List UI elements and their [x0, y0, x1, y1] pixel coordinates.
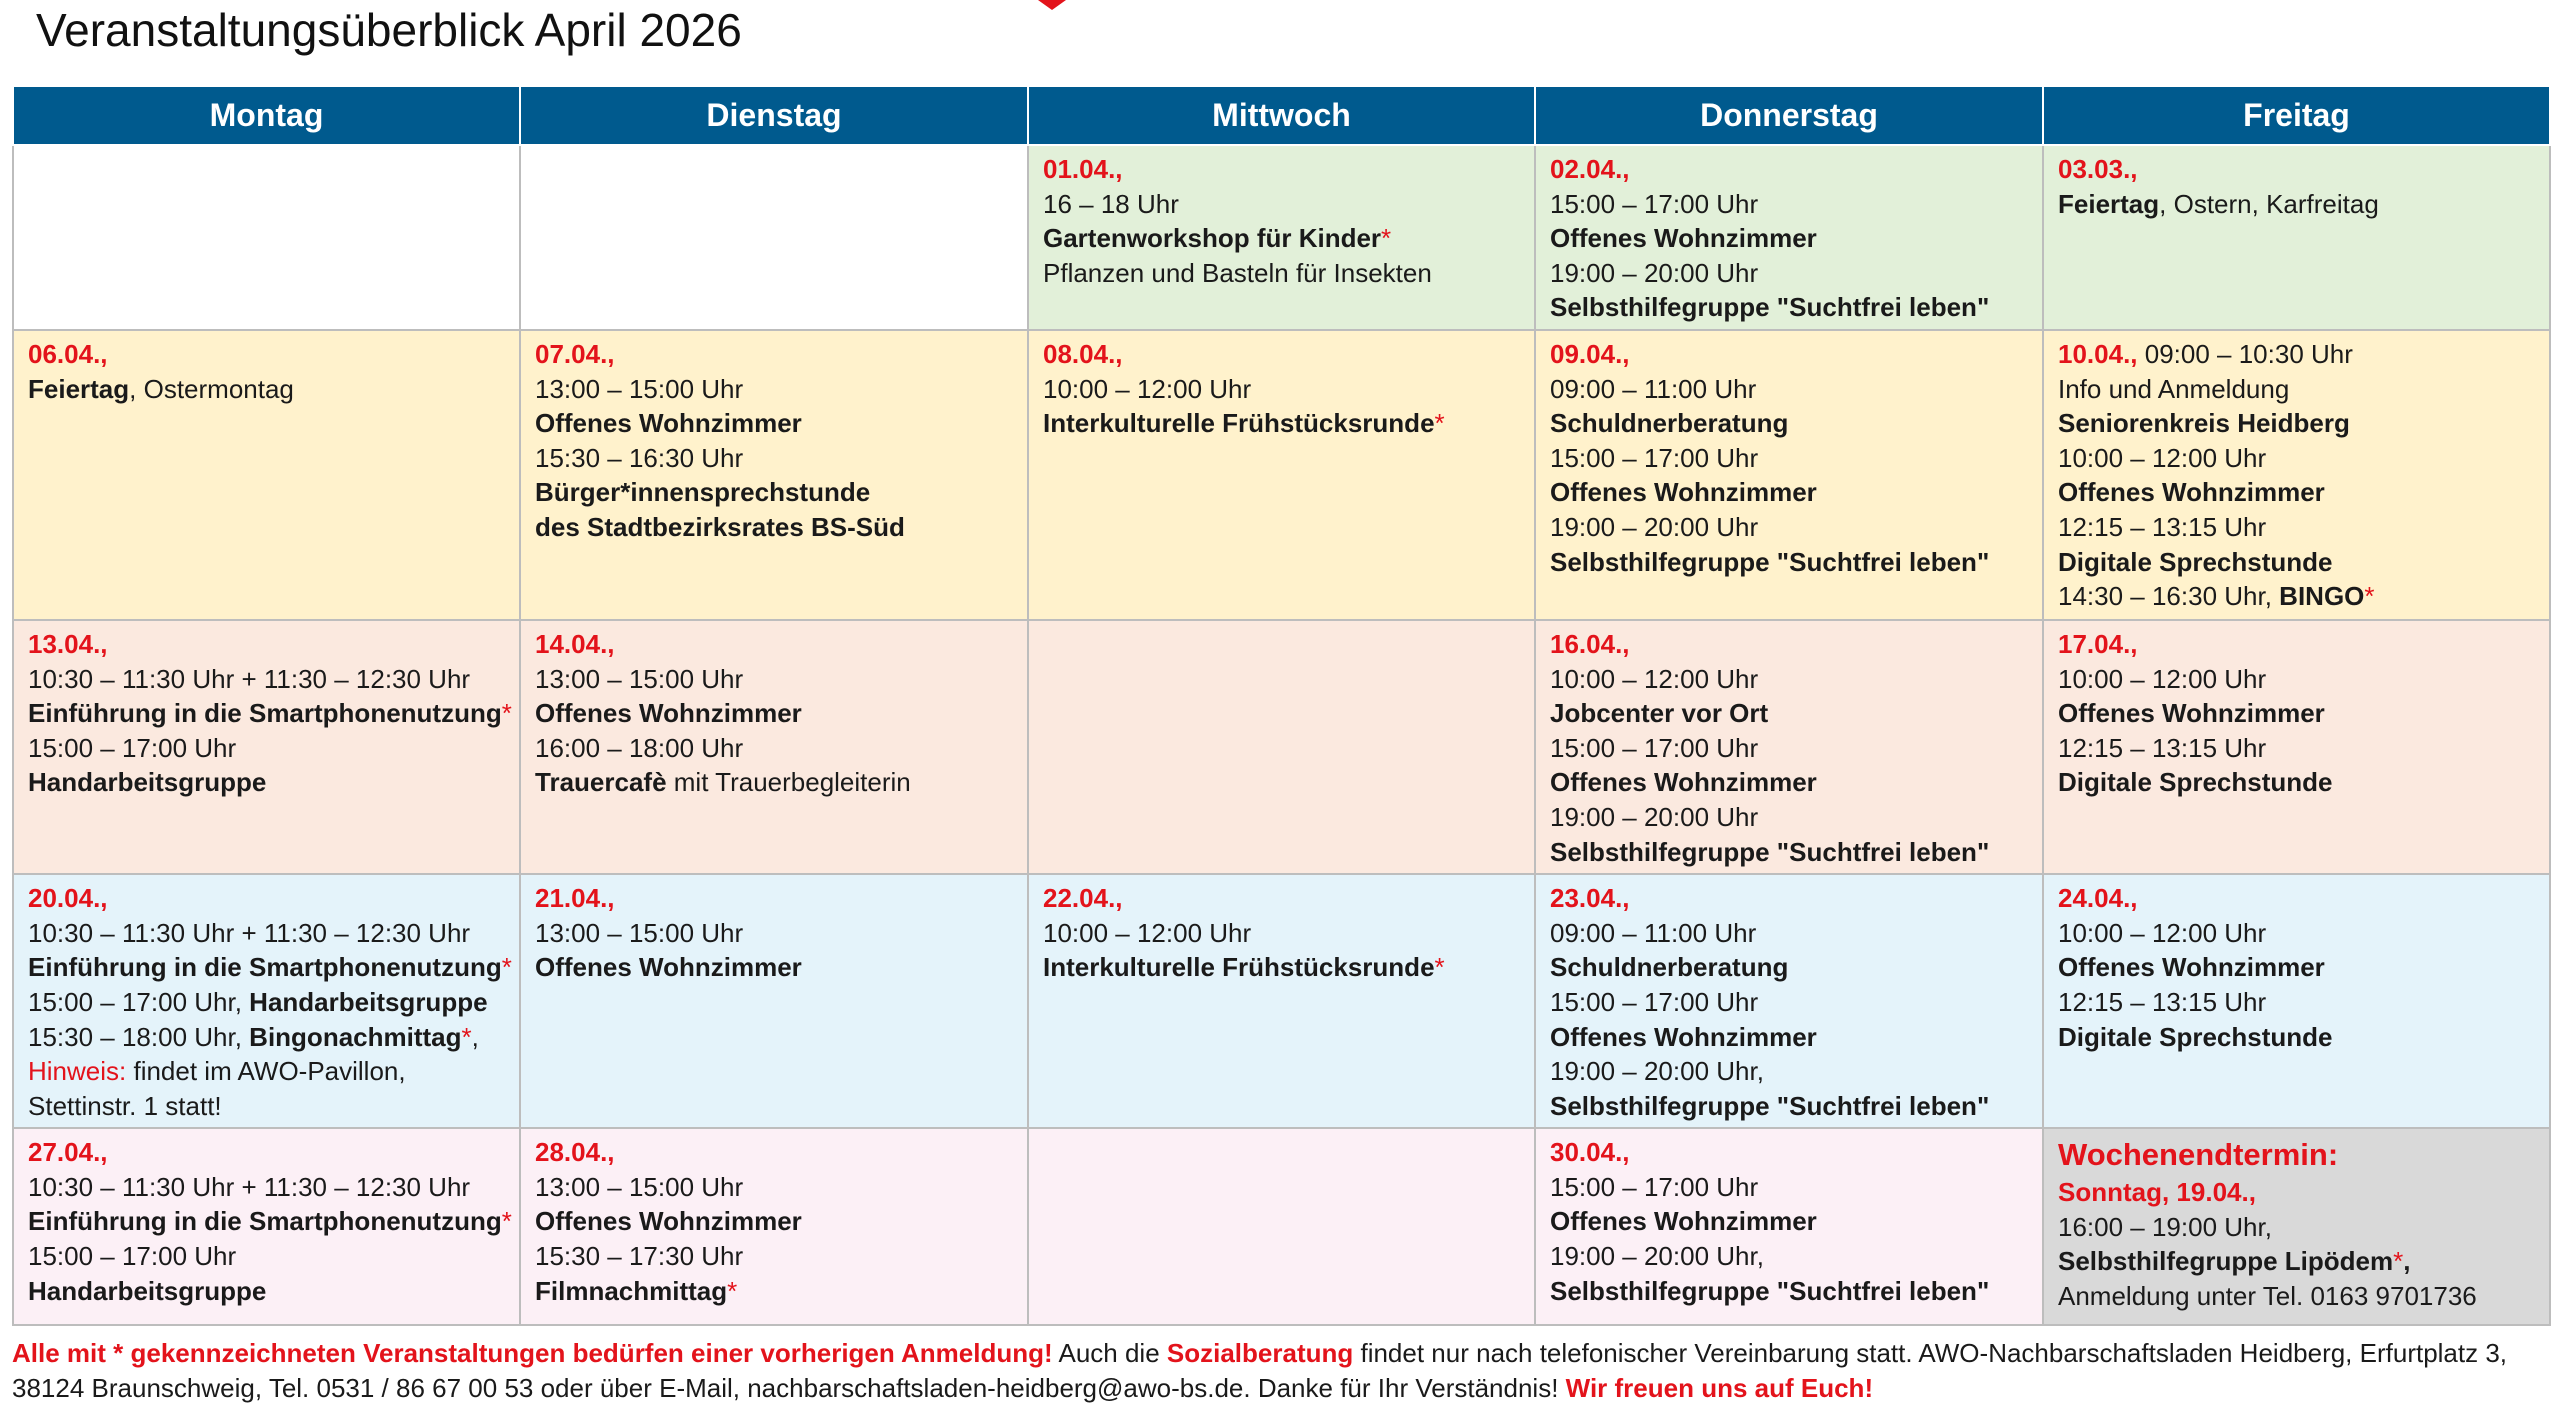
- event-title: Selbsthilfegruppe "Suchtfrei leben": [1550, 836, 1990, 867]
- event-time: 15:00 – 17:00 Uhr,: [28, 986, 250, 1017]
- day-cell-2104: [520, 874, 1028, 1128]
- holiday-name: , Ostermontag: [129, 373, 294, 404]
- event-time: 15:00 – 17:00 Uhr: [28, 732, 237, 763]
- date-label: 28.04.,: [535, 1137, 615, 1168]
- day-cell-2004: [13, 874, 520, 1128]
- day-cell-0704: [520, 330, 1028, 620]
- event-description: Info und Anmeldung: [2058, 373, 2290, 404]
- date-label: 24.04.,: [2058, 883, 2138, 914]
- day-cell-1004: [2043, 330, 2550, 620]
- event-title: BINGO: [2279, 581, 2365, 612]
- event-time: 19:00 – 20:00 Uhr: [1550, 801, 1759, 832]
- holiday-label: Feiertag: [28, 373, 130, 404]
- event-description: Pflanzen und Basteln für Insekten: [1043, 257, 1432, 288]
- event-title: Handarbeitsgruppe: [249, 986, 488, 1017]
- event-title: Offenes Wohnzimmer: [535, 952, 802, 983]
- week-row-4: [13, 874, 2550, 1128]
- event-title: Bürger*innensprechstunde: [535, 477, 871, 508]
- hint-text: findet im AWO-Pavillon,: [126, 1056, 406, 1087]
- event-time: 15:00 – 17:00 Uhr: [1550, 732, 1759, 763]
- event-title: Interkulturelle Frühstücksrunde: [1043, 408, 1435, 439]
- event-title: Selbsthilfegruppe "Suchtfrei leben": [1550, 1090, 1990, 1121]
- header-thursday: Donnerstag: [1535, 86, 2043, 145]
- date-label: 17.04.,: [2058, 628, 2138, 659]
- event-time: 10:00 – 12:00 Uhr: [2058, 917, 2267, 948]
- registration-star: *: [727, 1275, 738, 1306]
- footer-text: Auch die: [1052, 1338, 1167, 1368]
- event-time: 15:00 – 17:00 Uhr: [1550, 442, 1759, 473]
- contact-info: findet nur nach telefonischer Vereinbarung statt. AWO-Nachbarschaftsladen Heidberg, Erfurtplatz 3, 38124 Braunschweig, Tel. 0531 / 86 67 00 53 oder über E-Mail, nachbarschaftsladen-heidberg@awo-bs.de. Danke für Ihr Verständnis!: [12, 1338, 2508, 1403]
- event-time: 15:00 – 17:00 Uhr: [1550, 188, 1759, 219]
- date-label: Sonntag, 19.04.,: [2058, 1177, 2256, 1208]
- week-row-5: [13, 1128, 2550, 1325]
- event-time: 09:00 – 10:30 Uhr: [2137, 338, 2353, 369]
- date-label: 09.04.,: [1550, 338, 1630, 369]
- event-title: Einführung in die Smartphonenutzung: [28, 698, 502, 729]
- week-row-2: [13, 330, 2550, 620]
- day-cell-0804: [1028, 330, 1535, 620]
- weekday-header: [13, 86, 2550, 145]
- date-label: 27.04.,: [28, 1137, 108, 1168]
- event-time: 10:00 – 12:00 Uhr: [1043, 917, 1252, 948]
- event-title: Offenes Wohnzimmer: [2058, 477, 2325, 508]
- event-time: 15:30 – 17:30 Uhr: [535, 1241, 744, 1272]
- event-calendar: [12, 85, 2551, 1326]
- event-title: Selbsthilfegruppe "Suchtfrei leben": [1550, 546, 1990, 577]
- event-description: mit Trauerbegleiterin: [666, 767, 911, 798]
- day-cell-empty: [1028, 620, 1535, 874]
- event-time: 12:15 – 13:15 Uhr: [2058, 986, 2267, 1017]
- event-time: 15:00 – 17:00 Uhr: [1550, 1171, 1759, 1202]
- event-title: Selbsthilfegruppe Lipödem: [2058, 1246, 2394, 1277]
- day-cell-0904: [1535, 330, 2043, 620]
- date-label: 13.04.,: [28, 628, 108, 659]
- event-title: Einführung in die Smartphonenutzung: [28, 1206, 502, 1237]
- registration-star: *: [1434, 952, 1445, 983]
- day-cell-empty: [13, 145, 520, 330]
- day-cell-2204: [1028, 874, 1535, 1128]
- event-title: Offenes Wohnzimmer: [1550, 1021, 1817, 1052]
- holiday-label: Feiertag: [2058, 188, 2160, 219]
- event-time: 10:30 – 11:30 Uhr + 11:30 – 12:30 Uhr: [28, 1171, 471, 1202]
- event-title: Schuldnerberatung: [1550, 408, 1789, 439]
- holiday-name: , Ostern, Karfreitag: [2159, 188, 2379, 219]
- date-label: 16.04.,: [1550, 628, 1630, 659]
- event-title: Einführung in die Smartphonenutzung: [28, 952, 502, 983]
- social-counseling-label: Sozialberatung: [1166, 1338, 1354, 1368]
- event-time: 09:00 – 11:00 Uhr: [1550, 373, 1757, 404]
- event-title: Offenes Wohnzimmer: [2058, 952, 2325, 983]
- date-label: 22.04.,: [1043, 883, 1123, 914]
- registration-star: *: [1434, 408, 1445, 439]
- day-cell-1604: [1535, 620, 2043, 874]
- punctuation: ,: [471, 1021, 479, 1052]
- event-title: Filmnachmittag: [535, 1275, 728, 1306]
- event-time: 10:00 – 12:00 Uhr: [2058, 442, 2267, 473]
- registration-star: *: [501, 1206, 512, 1237]
- event-time: 19:00 – 20:00 Uhr,: [1550, 1056, 1764, 1087]
- day-cell-2404: [2043, 874, 2550, 1128]
- event-title: Offenes Wohnzimmer: [2058, 698, 2325, 729]
- event-time: 16:00 – 19:00 Uhr,: [2058, 1211, 2272, 1242]
- hint-text-continued: Stettinstr. 1 statt!: [28, 1090, 222, 1121]
- date-label: 30.04.,: [1550, 1137, 1630, 1168]
- event-time: 12:15 – 13:15 Uhr: [2058, 732, 2267, 763]
- hint-label: Hinweis:: [28, 1056, 127, 1087]
- event-title: Interkulturelle Frühstücksrunde: [1043, 952, 1435, 983]
- date-label: 03.03.,: [2058, 154, 2138, 184]
- registration-notice: Alle mit * gekennzeichneten Veranstaltungen bedürfen einer vorherigen Anmeldung!: [12, 1338, 1053, 1368]
- event-time: 15:30 – 18:00 Uhr,: [28, 1021, 250, 1052]
- event-time: 16:00 – 18:00 Uhr: [535, 732, 744, 763]
- date-label: 02.04.,: [1550, 154, 1630, 184]
- event-title: Offenes Wohnzimmer: [535, 408, 802, 439]
- registration-star: *: [2393, 1246, 2404, 1277]
- registration-star: *: [501, 952, 512, 983]
- event-title: Handarbeitsgruppe: [28, 1275, 267, 1306]
- event-time: 10:30 – 11:30 Uhr + 11:30 – 12:30 Uhr: [28, 917, 471, 948]
- day-cell-2304: [1535, 874, 2043, 1128]
- event-title: Offenes Wohnzimmer: [535, 1206, 802, 1237]
- event-time: 13:00 – 15:00 Uhr: [535, 1171, 744, 1202]
- event-time: 15:30 – 16:30 Uhr: [535, 442, 744, 473]
- day-cell-3004: [1535, 1128, 2043, 1325]
- heart-logo-icon: [1036, 0, 1068, 10]
- event-time: 10:00 – 12:00 Uhr: [2058, 663, 2267, 694]
- event-time: 19:00 – 20:00 Uhr: [1550, 257, 1759, 288]
- event-title: Schuldnerberatung: [1550, 952, 1789, 983]
- event-title: Gartenworkshop für Kinder: [1043, 223, 1382, 254]
- header-wednesday: Mittwoch: [1028, 86, 1535, 145]
- date-label: 01.04.,: [1043, 154, 1123, 184]
- event-title: Digitale Sprechstunde: [2058, 1021, 2333, 1052]
- day-cell-2804: [520, 1128, 1028, 1325]
- day-cell-empty: [1028, 1128, 1535, 1325]
- day-cell-0604: [13, 330, 520, 620]
- event-title: Jobcenter vor Ort: [1550, 698, 1769, 729]
- closing-greeting: Wir freuen uns auf Euch!: [1565, 1373, 1874, 1403]
- event-time: 09:00 – 11:00 Uhr: [1550, 917, 1757, 948]
- registration-star: *: [461, 1021, 472, 1052]
- event-time: 14:30 – 16:30 Uhr,: [2058, 581, 2280, 612]
- event-title: Digitale Sprechstunde: [2058, 767, 2333, 798]
- date-label: 20.04.,: [28, 883, 108, 914]
- event-title-continued: des Stadtbezirksrates BS-Süd: [535, 511, 905, 542]
- day-cell-0204: [1535, 145, 2043, 330]
- header-monday: Montag: [13, 86, 520, 145]
- week-row-1: [13, 145, 2550, 330]
- event-title: Digitale Sprechstunde: [2058, 546, 2333, 577]
- event-time: 16 – 18 Uhr: [1043, 188, 1179, 219]
- date-label: 23.04.,: [1550, 883, 1630, 914]
- event-title: Offenes Wohnzimmer: [1550, 477, 1817, 508]
- weekend-heading: Wochenendtermin:: [2058, 1137, 2339, 1173]
- day-cell-1404: [520, 620, 1028, 874]
- page-title: Veranstaltungsüberblick April 2026: [36, 4, 742, 56]
- event-title: Handarbeitsgruppe: [28, 767, 267, 798]
- event-title: Trauercafè: [535, 767, 667, 798]
- registration-star: *: [501, 698, 512, 729]
- event-time: 19:00 – 20:00 Uhr,: [1550, 1241, 1764, 1272]
- punctuation: ,: [2403, 1246, 2411, 1277]
- event-time: 10:00 – 12:00 Uhr: [1043, 373, 1252, 404]
- date-label: 14.04.,: [535, 628, 615, 659]
- event-time: 10:30 – 11:30 Uhr + 11:30 – 12:30 Uhr: [28, 663, 471, 694]
- event-time: 15:00 – 17:00 Uhr: [1550, 986, 1759, 1017]
- date-label: 08.04.,: [1043, 338, 1123, 369]
- event-time: 13:00 – 15:00 Uhr: [535, 917, 744, 948]
- date-label: 07.04.,: [535, 338, 615, 369]
- day-cell-1704: [2043, 620, 2550, 874]
- event-title: Bingonachmittag: [249, 1021, 462, 1052]
- event-time: 19:00 – 20:00 Uhr: [1550, 511, 1759, 542]
- event-title: Offenes Wohnzimmer: [1550, 223, 1817, 254]
- day-cell-2704: [13, 1128, 520, 1325]
- event-time: 15:00 – 17:00 Uhr: [28, 1241, 237, 1272]
- registration-star: *: [2364, 581, 2375, 612]
- day-cell-0303: [2043, 145, 2550, 330]
- event-time: 13:00 – 15:00 Uhr: [535, 663, 744, 694]
- day-cell-empty: [520, 145, 1028, 330]
- weekend-event-cell: [2043, 1128, 2550, 1325]
- event-time: 13:00 – 15:00 Uhr: [535, 373, 744, 404]
- registration-phone: Anmeldung unter Tel. 0163 9701736: [2058, 1281, 2477, 1312]
- event-title: Offenes Wohnzimmer: [1550, 1206, 1817, 1237]
- header-friday: Freitag: [2043, 86, 2550, 145]
- event-time: 12:15 – 13:15 Uhr: [2058, 511, 2267, 542]
- week-row-3: [13, 620, 2550, 874]
- day-cell-0104: [1028, 145, 1535, 330]
- event-title: Selbsthilfegruppe "Suchtfrei leben": [1550, 292, 1990, 323]
- event-title: Selbsthilfegruppe "Suchtfrei leben": [1550, 1275, 1990, 1306]
- footer-note: [12, 1336, 2557, 1406]
- registration-star: *: [1381, 223, 1392, 254]
- date-label: 06.04.,: [28, 338, 108, 369]
- date-label: 10.04.,: [2058, 338, 2138, 369]
- header-tuesday: Dienstag: [520, 86, 1028, 145]
- day-cell-1304: [13, 620, 520, 874]
- event-title: Offenes Wohnzimmer: [1550, 767, 1817, 798]
- event-title: Seniorenkreis Heidberg: [2058, 408, 2350, 439]
- event-title: Offenes Wohnzimmer: [535, 698, 802, 729]
- event-time: 10:00 – 12:00 Uhr: [1550, 663, 1759, 694]
- date-label: 21.04.,: [535, 883, 615, 914]
